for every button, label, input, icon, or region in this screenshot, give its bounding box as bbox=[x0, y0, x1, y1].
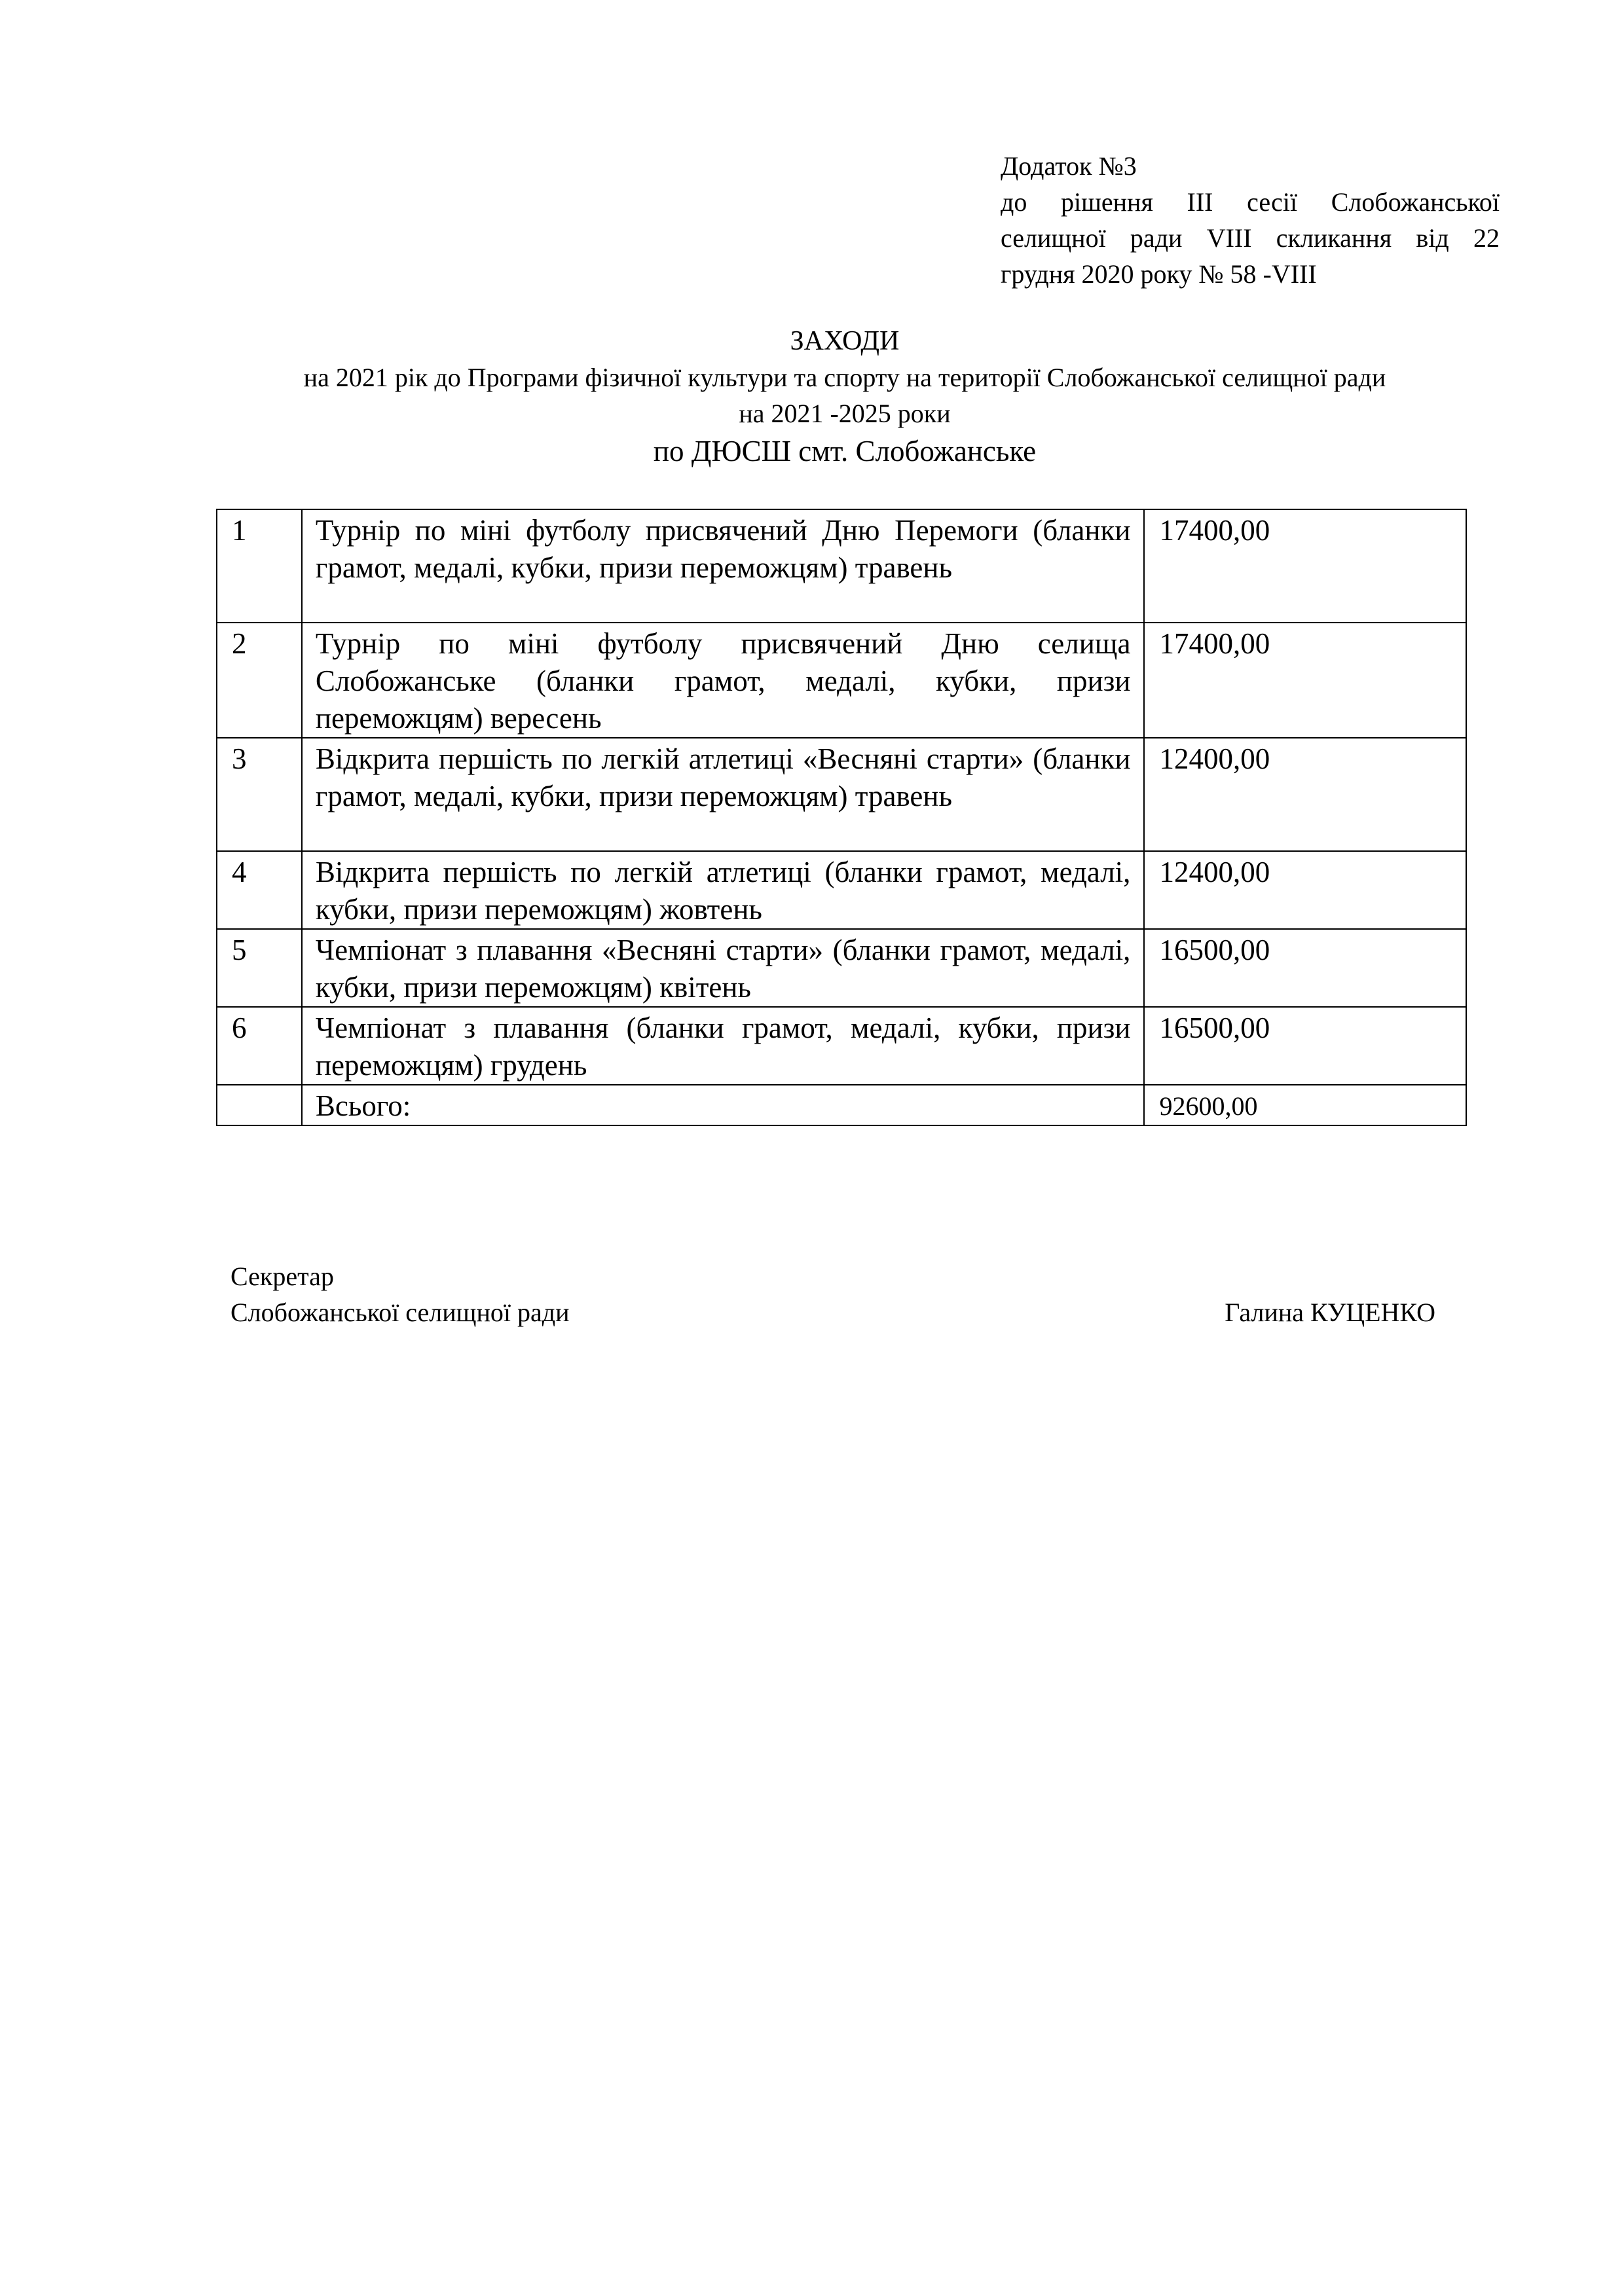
row-description: Чемпіонат з плавання «Весняні старти» (бланки грамот, медалі, кубки, призи переможцям) квітень bbox=[302, 929, 1145, 1007]
signature-row bbox=[231, 1294, 1435, 1330]
appendix-header bbox=[1001, 148, 1500, 292]
row-number: 3 bbox=[217, 738, 302, 851]
row-number: 4 bbox=[217, 851, 302, 929]
total-amount: 92600,00 bbox=[1144, 1085, 1466, 1125]
row-amount: 12400,00 bbox=[1144, 738, 1466, 851]
table-row bbox=[217, 1007, 1466, 1085]
document-subtitle-line-1: на 2021 рік до Програми фізичної культури та спорту на території Слобожанської селищної ради bbox=[303, 363, 1386, 392]
table-row bbox=[217, 623, 1466, 738]
table-total-row bbox=[217, 1085, 1466, 1125]
row-amount: 12400,00 bbox=[1144, 851, 1466, 929]
table-row bbox=[217, 738, 1466, 851]
document-title-block bbox=[196, 323, 1493, 471]
measures-table bbox=[216, 509, 1467, 1126]
appendix-title: Додаток №3 bbox=[1001, 151, 1137, 181]
row-description: Відкрита першість по легкій атлетиці «Весняні старти» (бланки грамот, медалі, кубки, призи переможцям) травень bbox=[302, 738, 1145, 851]
total-number-cell bbox=[217, 1085, 302, 1125]
row-amount: 16500,00 bbox=[1144, 929, 1466, 1007]
row-amount: 17400,00 bbox=[1144, 509, 1466, 623]
row-description: Турнір по міні футболу присвячений Дню селища Слобожанське (бланки грамот, медалі, кубки, призи переможцям) вересень bbox=[302, 623, 1145, 738]
total-label: Всього: bbox=[302, 1085, 1145, 1125]
appendix-decision-line-2: селищної ради VIII скликання від 22 bbox=[1001, 223, 1500, 253]
row-amount: 16500,00 bbox=[1144, 1007, 1466, 1085]
document-subtitle-line-2: на 2021 -2025 роки bbox=[739, 399, 951, 428]
document-title: ЗАХОДИ bbox=[790, 326, 900, 356]
table-row bbox=[217, 929, 1466, 1007]
signatory-name: Галина КУЦЕНКО bbox=[1225, 1298, 1435, 1327]
row-number: 2 bbox=[217, 623, 302, 738]
signatory-position: Секретар bbox=[231, 1262, 334, 1291]
document-subtitle-line-3: по ДЮСШ смт. Слобожанське bbox=[653, 435, 1037, 467]
signature-block bbox=[231, 1258, 1435, 1330]
row-description: Турнір по міні футболу присвячений Дню Перемоги (бланки грамот, медалі, кубки, призи переможцям) травень bbox=[302, 509, 1145, 623]
row-number: 6 bbox=[217, 1007, 302, 1085]
row-number: 1 bbox=[217, 509, 302, 623]
appendix-decision-line-1: до рішення ІІІ сесії Слобожанської bbox=[1001, 187, 1500, 217]
row-amount: 17400,00 bbox=[1144, 623, 1466, 738]
table-row bbox=[217, 851, 1466, 929]
row-number: 5 bbox=[217, 929, 302, 1007]
appendix-decision-line-3: грудня 2020 року № 58 -VIII bbox=[1001, 259, 1317, 289]
table-row bbox=[217, 509, 1466, 623]
row-description: Відкрита першість по легкій атлетиці (бланки грамот, медалі, кубки, призи переможцям) жовтень bbox=[302, 851, 1145, 929]
row-description: Чемпіонат з плавання (бланки грамот, медалі, кубки, призи переможцям) грудень bbox=[302, 1007, 1145, 1085]
signatory-organization: Слобожанської селищної ради bbox=[231, 1298, 570, 1327]
